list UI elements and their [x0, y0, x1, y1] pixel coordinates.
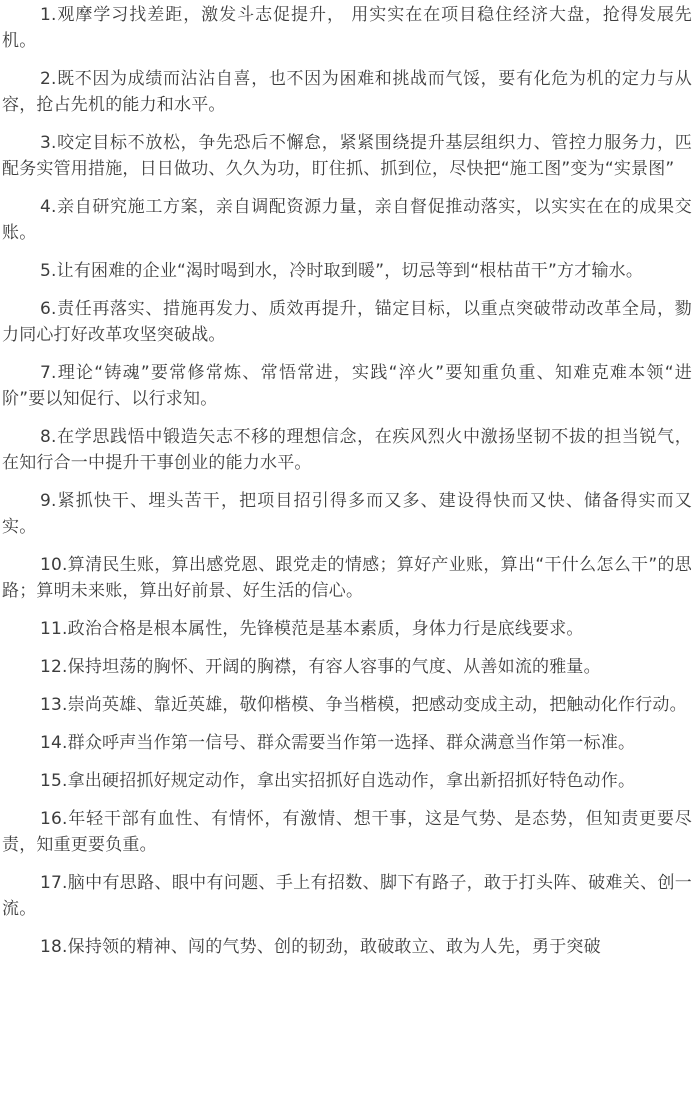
- paragraph-9: 9.紧抓快干、埋头苦干，把项目招引得多而又多、建设得快而又快、储备得实而又实。: [2, 491, 692, 537]
- paragraph-15: 15.拿出硬招抓好规定动作，拿出实招抓好自选动作，拿出新招抓好特色动作。: [40, 771, 636, 791]
- paragraph-8: 8.在学思践悟中锻造矢志不移的理想信念，在疾风烈火中激扬坚韧不拔的担当锐气，在知行合一中提升干事创业的能力水平。: [2, 427, 692, 473]
- paragraph-5: 5.让有困难的企业“渴时喝到水，冷时取到暖”，切忌等到“根枯苗干”方才输水。: [40, 261, 644, 281]
- paragraph-4: 4.亲自研究施工方案，亲自调配资源力量，亲自督促推动落实，以实实在在的成果交账。: [2, 197, 692, 243]
- paragraph-17: 17.脑中有思路、眼中有问题、手上有招数、脚下有路子，敢于打头阵、破难关、创一流。: [2, 873, 692, 919]
- paragraph-1: 1.观摩学习找差距，激发斗志促提升， 用实实在在项目稳住经济大盘，抢得发展先机。: [2, 5, 692, 51]
- paragraph-10: 10.算清民生账，算出感党恩、跟党走的情感；算好产业账，算出“干什么怎么干”的思路；算明未来账，算出好前景、好生活的信心。: [2, 555, 692, 601]
- paragraph-13: 13.崇尚英雄、靠近英雄，敬仰楷模、争当楷模，把感动变成主动，把触动化作行动。: [40, 695, 687, 715]
- paragraph-6: 6.责任再落实、措施再发力、质效再提升，锚定目标，以重点突破带动改革全局，勠力同心打好改革攻坚突破战。: [2, 299, 692, 345]
- paragraph-3: 3.咬定目标不放松，争先恐后不懈怠，紧紧围绕提升基层组织力、管控力服务力，匹配务实管用措施，日日做功、久久为功，盯住抓、抓到位，尽快把“施工图”变为“实景图”: [2, 133, 692, 179]
- paragraph-11: 11.政治合格是根本属性，先锋模范是基本素质，身体力行是底线要求。: [40, 619, 584, 639]
- paragraph-16: 16.年轻干部有血性、有情怀，有激情、想干事，这是气势、是态势，但知责更要尽责，知重更要负重。: [2, 809, 692, 855]
- paragraph-18: 18.保持领的精神、闯的气势、创的韧劲，敢破敢立、敢为人先，勇于突破: [40, 937, 601, 957]
- paragraph-12: 12.保持坦荡的胸怀、开阔的胸襟，有容人容事的气度、从善如流的雅量。: [40, 657, 601, 677]
- paragraph-2: 2.既不因为成绩而沾沾自喜，也不因为困难和挑战而气馁，要有化危为机的定力与从容，抢占先机的能力和水平。: [2, 69, 692, 115]
- paragraph-7: 7.理论“铸魂”要常修常炼、常悟常进，实践“淬火”要知重负重、知难克难本领“进阶”要以知促行、以行求知。: [2, 363, 692, 409]
- paragraph-14: 14.群众呼声当作第一信号、群众需要当作第一选择、群众满意当作第一标准。: [40, 733, 636, 753]
